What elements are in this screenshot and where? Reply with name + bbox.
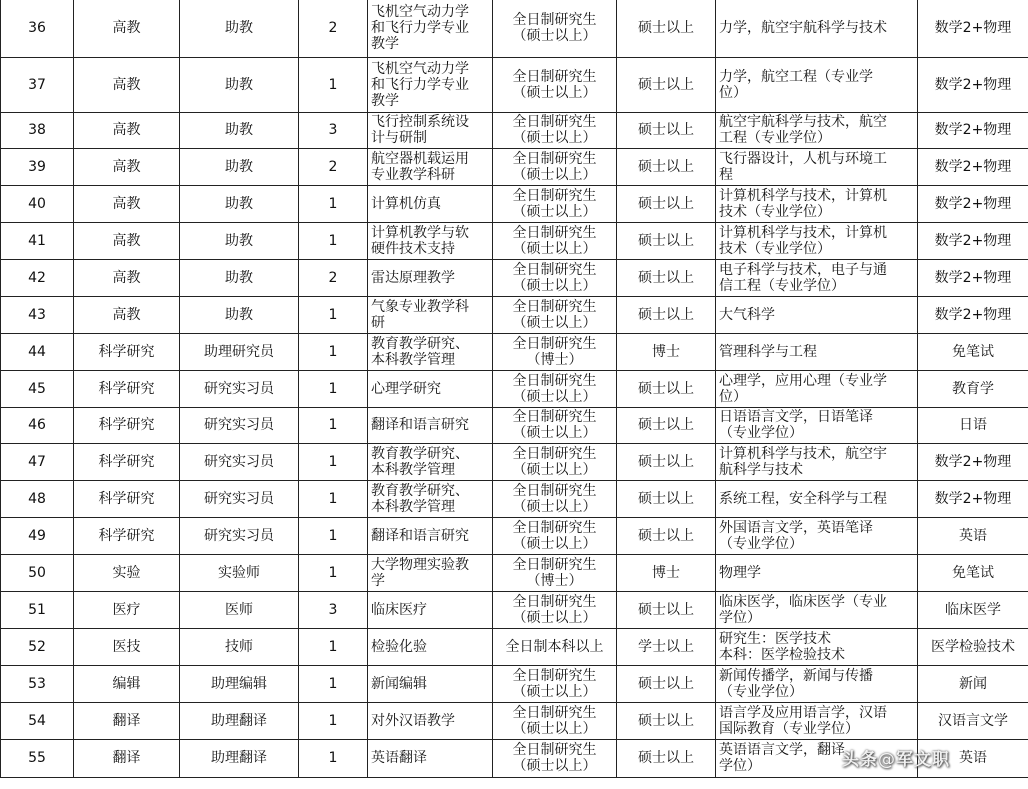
direction-cell: 教育教学研究、 本科教学管理 [368, 480, 493, 517]
row-number-cell: 51 [1, 591, 74, 628]
education-cell: 全日制研究生 （硕士以上） [493, 480, 617, 517]
count-cell: 1 [299, 57, 368, 112]
count-cell: 1 [299, 370, 368, 407]
position-cell: 助理翻译 [180, 739, 299, 777]
category-cell: 科学研究 [74, 370, 180, 407]
position-cell: 实验师 [180, 554, 299, 591]
table-row [1, 259, 1028, 296]
exam-cell: 免笔试 [918, 333, 1028, 370]
education-cell: 全日制研究生 （硕士以上） [493, 443, 617, 480]
direction-cell: 教育教学研究、 本科教学管理 [368, 333, 493, 370]
count-cell: 1 [299, 222, 368, 259]
category-cell: 科学研究 [74, 480, 180, 517]
count-cell: 2 [299, 0, 368, 57]
degree-cell: 学士以上 [617, 628, 716, 665]
category-cell: 高教 [74, 259, 180, 296]
table-row [1, 480, 1028, 517]
education-cell: 全日制研究生 （硕士以上） [493, 148, 617, 185]
exam-cell: 数学2+物理 [918, 443, 1028, 480]
category-cell: 高教 [74, 112, 180, 148]
table-row [1, 628, 1028, 665]
exam-cell: 数学2+物理 [918, 148, 1028, 185]
count-cell: 1 [299, 443, 368, 480]
education-cell: 全日制研究生 （硕士以上） [493, 517, 617, 554]
major-cell: 日语语言文学，日语笔译 （专业学位） [716, 407, 918, 443]
degree-cell: 博士 [617, 554, 716, 591]
education-cell: 全日制本科以上 [493, 628, 617, 665]
category-cell: 医疗 [74, 591, 180, 628]
row-number-cell: 54 [1, 702, 74, 739]
exam-cell: 数学2+物理 [918, 112, 1028, 148]
count-cell: 1 [299, 665, 368, 702]
row-number-cell: 39 [1, 148, 74, 185]
position-cell: 助理研究员 [180, 333, 299, 370]
exam-cell: 教育学 [918, 370, 1028, 407]
direction-cell: 大学物理实验教 学 [368, 554, 493, 591]
row-number-cell: 40 [1, 185, 74, 222]
degree-cell: 硕士以上 [617, 259, 716, 296]
exam-cell: 英语 [918, 739, 1028, 777]
row-number-cell: 46 [1, 407, 74, 443]
major-cell: 临床医学，临床医学（专业 学位） [716, 591, 918, 628]
category-cell: 医技 [74, 628, 180, 665]
major-cell: 英语语言文学，翻译 学位） [716, 739, 918, 777]
degree-cell: 硕士以上 [617, 112, 716, 148]
exam-cell: 数学2+物理 [918, 259, 1028, 296]
education-cell: 全日制研究生 （硕士以上） [493, 739, 617, 777]
count-cell: 1 [299, 407, 368, 443]
major-cell: 新闻传播学，新闻与传播 （专业学位） [716, 665, 918, 702]
exam-cell: 数学2+物理 [918, 222, 1028, 259]
direction-cell: 翻译和语言研究 [368, 407, 493, 443]
row-number-cell: 41 [1, 222, 74, 259]
major-cell: 研究生：医学技术 本科：医学检验技术 [716, 628, 918, 665]
table-row [1, 112, 1028, 148]
position-cell: 医师 [180, 591, 299, 628]
education-cell: 全日制研究生 （博士） [493, 554, 617, 591]
major-cell: 大气科学 [716, 296, 918, 333]
direction-cell: 航空器机载运用 专业教学科研 [368, 148, 493, 185]
row-number-cell: 43 [1, 296, 74, 333]
major-cell: 语言学及应用语言学，汉语 国际教育（专业学位） [716, 702, 918, 739]
count-cell: 2 [299, 259, 368, 296]
count-cell: 1 [299, 333, 368, 370]
exam-cell: 日语 [918, 407, 1028, 443]
row-number-cell: 49 [1, 517, 74, 554]
education-cell: 全日制研究生 （硕士以上） [493, 185, 617, 222]
exam-cell: 数学2+物理 [918, 296, 1028, 333]
position-cell: 技师 [180, 628, 299, 665]
major-cell: 飞行器设计，人机与环境工 程 [716, 148, 918, 185]
position-cell: 助教 [180, 222, 299, 259]
position-cell: 助教 [180, 259, 299, 296]
table-body [1, 0, 1028, 777]
position-cell: 助教 [180, 57, 299, 112]
row-number-cell: 36 [1, 0, 74, 57]
major-cell: 管理科学与工程 [716, 333, 918, 370]
table-row [1, 57, 1028, 112]
category-cell: 科学研究 [74, 443, 180, 480]
education-cell: 全日制研究生 （硕士以上） [493, 296, 617, 333]
position-cell: 研究实习员 [180, 370, 299, 407]
direction-cell: 计算机仿真 [368, 185, 493, 222]
degree-cell: 硕士以上 [617, 443, 716, 480]
direction-cell: 临床医疗 [368, 591, 493, 628]
exam-cell: 数学2+物理 [918, 0, 1028, 57]
count-cell: 1 [299, 517, 368, 554]
position-cell: 助教 [180, 0, 299, 57]
category-cell: 编辑 [74, 665, 180, 702]
category-cell: 翻译 [74, 702, 180, 739]
table-row [1, 296, 1028, 333]
direction-cell: 翻译和语言研究 [368, 517, 493, 554]
table-row [1, 554, 1028, 591]
position-cell: 研究实习员 [180, 480, 299, 517]
education-cell: 全日制研究生 （硕士以上） [493, 0, 617, 57]
table-row [1, 443, 1028, 480]
count-cell: 1 [299, 296, 368, 333]
position-cell: 研究实习员 [180, 407, 299, 443]
row-number-cell: 42 [1, 259, 74, 296]
category-cell: 科学研究 [74, 407, 180, 443]
row-number-cell: 52 [1, 628, 74, 665]
exam-cell: 新闻 [918, 665, 1028, 702]
count-cell: 3 [299, 112, 368, 148]
watermark: 头条@军文职 [842, 750, 950, 770]
exam-cell: 汉语言文学 [918, 702, 1028, 739]
education-cell: 全日制研究生 （硕士以上） [493, 57, 617, 112]
major-cell: 计算机科学与技术，计算机 技术（专业学位） [716, 185, 918, 222]
degree-cell: 硕士以上 [617, 222, 716, 259]
category-cell: 高教 [74, 57, 180, 112]
direction-cell: 雷达原理教学 [368, 259, 493, 296]
major-cell: 系统工程，安全科学与工程 [716, 480, 918, 517]
degree-cell: 硕士以上 [617, 148, 716, 185]
table-row [1, 702, 1028, 739]
table-row [1, 370, 1028, 407]
count-cell: 1 [299, 185, 368, 222]
exam-cell: 数学2+物理 [918, 480, 1028, 517]
category-cell: 科学研究 [74, 517, 180, 554]
table-row [1, 222, 1028, 259]
direction-cell: 飞机空气动力学 和飞行力学专业 教学 [368, 57, 493, 112]
category-cell: 高教 [74, 222, 180, 259]
exam-cell: 英语 [918, 517, 1028, 554]
major-cell: 外国语言文学，英语笔译 （专业学位） [716, 517, 918, 554]
row-number-cell: 37 [1, 57, 74, 112]
exam-cell: 免笔试 [918, 554, 1028, 591]
degree-cell: 硕士以上 [617, 665, 716, 702]
count-cell: 1 [299, 628, 368, 665]
degree-cell: 硕士以上 [617, 739, 716, 777]
education-cell: 全日制研究生 （硕士以上） [493, 407, 617, 443]
education-cell: 全日制研究生 （硕士以上） [493, 665, 617, 702]
exam-cell: 数学2+物理 [918, 57, 1028, 112]
position-cell: 助教 [180, 112, 299, 148]
direction-cell: 飞机空气动力学 和飞行力学专业 教学 [368, 0, 493, 57]
category-cell: 高教 [74, 185, 180, 222]
degree-cell: 硕士以上 [617, 185, 716, 222]
count-cell: 1 [299, 739, 368, 777]
row-number-cell: 44 [1, 333, 74, 370]
education-cell: 全日制研究生 （硕士以上） [493, 591, 617, 628]
exam-cell: 临床医学 [918, 591, 1028, 628]
row-number-cell: 45 [1, 370, 74, 407]
row-number-cell: 50 [1, 554, 74, 591]
direction-cell: 教育教学研究、 本科教学管理 [368, 443, 493, 480]
table-row [1, 665, 1028, 702]
degree-cell: 硕士以上 [617, 0, 716, 57]
row-number-cell: 53 [1, 665, 74, 702]
exam-cell: 医学检验技术 [918, 628, 1028, 665]
education-cell: 全日制研究生 （硕士以上） [493, 222, 617, 259]
count-cell: 2 [299, 148, 368, 185]
degree-cell: 硕士以上 [617, 702, 716, 739]
position-cell: 助理编辑 [180, 665, 299, 702]
direction-cell: 新闻编辑 [368, 665, 493, 702]
degree-cell: 硕士以上 [617, 407, 716, 443]
direction-cell: 检验化验 [368, 628, 493, 665]
major-cell: 航空宇航科学与技术，航空 工程（专业学位） [716, 112, 918, 148]
category-cell: 高教 [74, 296, 180, 333]
major-cell: 物理学 [716, 554, 918, 591]
education-cell: 全日制研究生 （硕士以上） [493, 702, 617, 739]
position-cell: 助教 [180, 148, 299, 185]
table-row [1, 517, 1028, 554]
degree-cell: 硕士以上 [617, 296, 716, 333]
category-cell: 高教 [74, 148, 180, 185]
position-cell: 研究实习员 [180, 443, 299, 480]
direction-cell: 飞行控制系统设 计与研制 [368, 112, 493, 148]
position-cell: 助理翻译 [180, 702, 299, 739]
major-cell: 电子科学与技术，电子与通 信工程（专业学位） [716, 259, 918, 296]
count-cell: 3 [299, 591, 368, 628]
education-cell: 全日制研究生 （硕士以上） [493, 259, 617, 296]
direction-cell: 计算机教学与软 硬件技术支持 [368, 222, 493, 259]
table-row [1, 591, 1028, 628]
major-cell: 计算机科学与技术，航空宇 航科学与技术 [716, 443, 918, 480]
direction-cell: 对外汉语教学 [368, 702, 493, 739]
education-cell: 全日制研究生 （硕士以上） [493, 370, 617, 407]
category-cell: 高教 [74, 0, 180, 57]
table-row [1, 185, 1028, 222]
row-number-cell: 47 [1, 443, 74, 480]
degree-cell: 硕士以上 [617, 517, 716, 554]
table-row [1, 0, 1028, 57]
count-cell: 1 [299, 480, 368, 517]
major-cell: 心理学，应用心理（专业学 位） [716, 370, 918, 407]
count-cell: 1 [299, 702, 368, 739]
position-cell: 助教 [180, 185, 299, 222]
table-row [1, 407, 1028, 443]
major-cell: 计算机科学与技术，计算机 技术（专业学位） [716, 222, 918, 259]
row-number-cell: 38 [1, 112, 74, 148]
degree-cell: 硕士以上 [617, 480, 716, 517]
row-number-cell: 48 [1, 480, 74, 517]
row-number-cell: 55 [1, 739, 74, 777]
major-cell: 力学，航空宇航科学与技术 [716, 0, 918, 57]
degree-cell: 博士 [617, 333, 716, 370]
category-cell: 翻译 [74, 739, 180, 777]
exam-cell: 数学2+物理 [918, 185, 1028, 222]
category-cell: 科学研究 [74, 333, 180, 370]
table-row [1, 333, 1028, 370]
direction-cell: 气象专业教学科 研 [368, 296, 493, 333]
position-cell: 助教 [180, 296, 299, 333]
direction-cell: 英语翻译 [368, 739, 493, 777]
position-cell: 研究实习员 [180, 517, 299, 554]
degree-cell: 硕士以上 [617, 591, 716, 628]
direction-cell: 心理学研究 [368, 370, 493, 407]
education-cell: 全日制研究生 （硕士以上） [493, 112, 617, 148]
major-cell: 力学，航空工程（专业学 位） [716, 57, 918, 112]
table-row [1, 148, 1028, 185]
degree-cell: 硕士以上 [617, 370, 716, 407]
education-cell: 全日制研究生 （博士） [493, 333, 617, 370]
count-cell: 1 [299, 554, 368, 591]
category-cell: 实验 [74, 554, 180, 591]
degree-cell: 硕士以上 [617, 57, 716, 112]
